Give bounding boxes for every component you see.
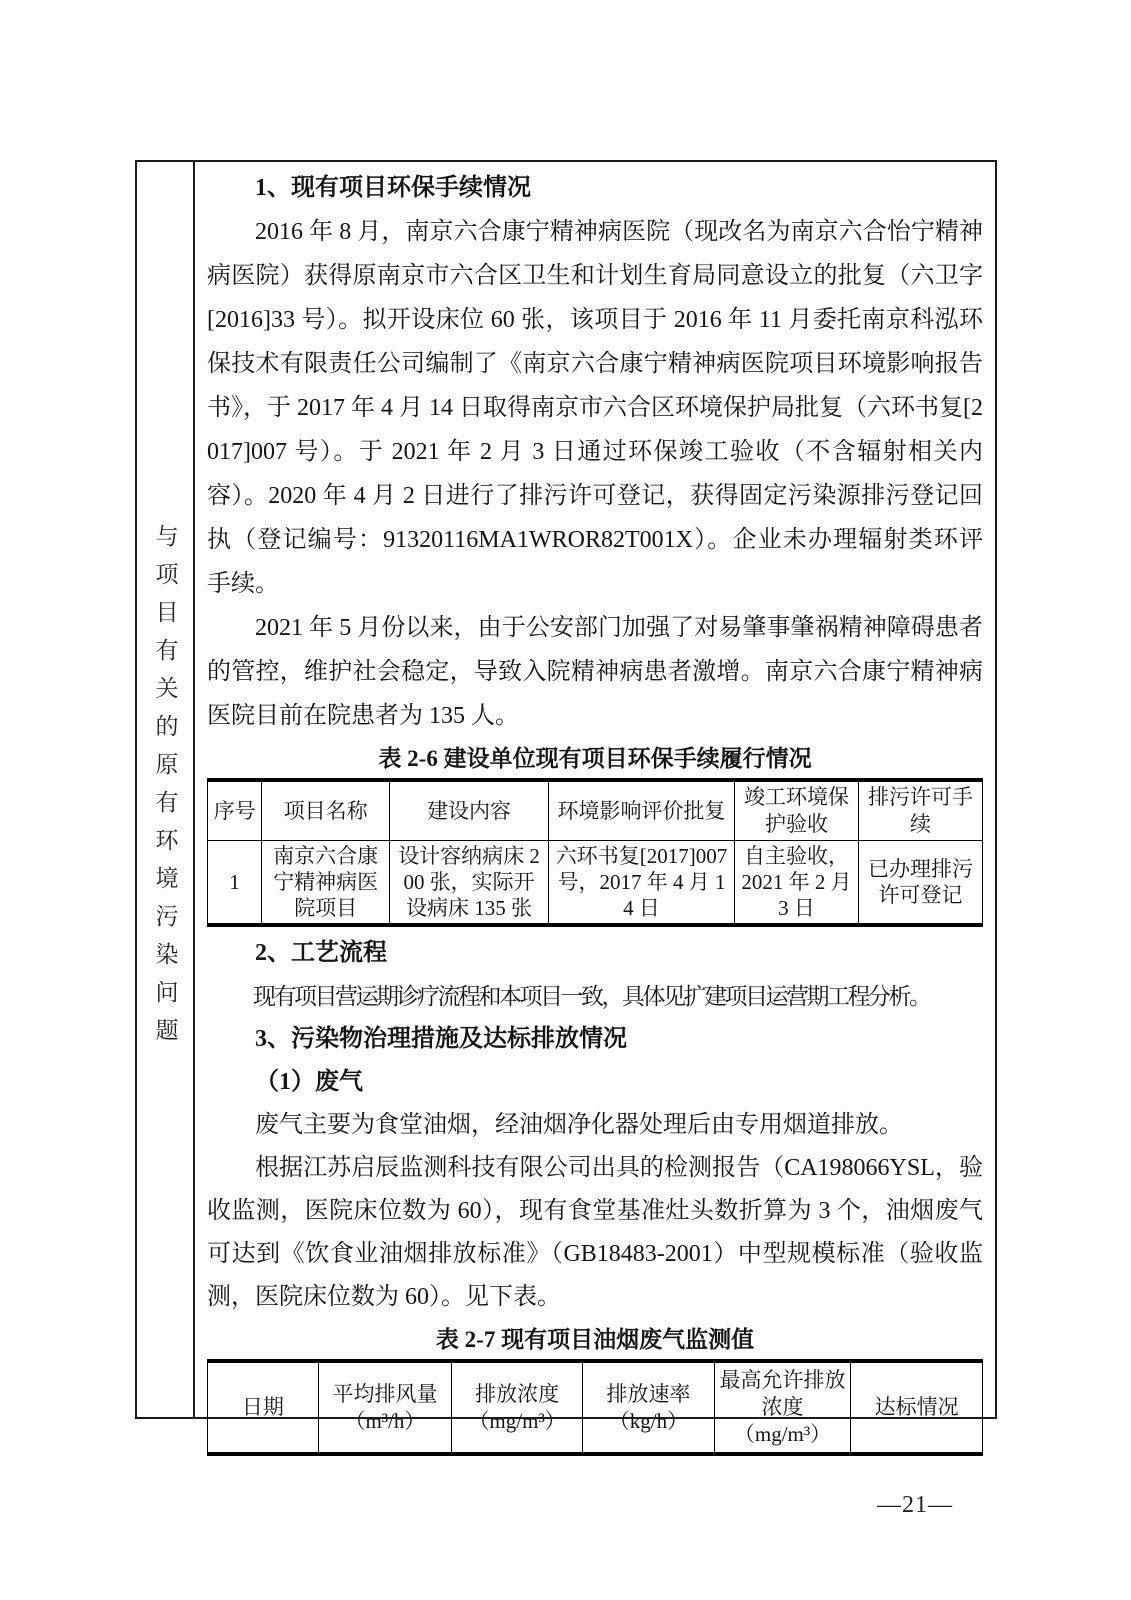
table-2-6-header-index: 序号 (208, 780, 262, 841)
table-2-6-cell-completion-acceptance: 自主验收，2021 年 2 月 3 日 (735, 841, 859, 926)
section-3-paragraph-2: 根据江苏启辰监测科技有限公司出具的检测报告（CA198066YSL，验收监测，医院床位数为 60），现有食堂基准灶头数折算为 3 个，油烟废气可达到《饮食业油烟排放标准》（GB18483-2001）中型规模标准（验收监测，医院床位数为 60）。见下表。 (207, 1155, 983, 1310)
section-1-heading: 1、现有项目环保手续情况 (255, 175, 531, 201)
table-row (208, 841, 983, 926)
row-header-cell (137, 162, 195, 1417)
table-2-7-header-avg-airflow (318, 1361, 451, 1454)
table-2-6-header-discharge-permit: 排污许可手续 (859, 780, 983, 841)
column-label: 日期 (241, 1395, 284, 1419)
table-2-6-header-completion-acceptance: 竣工环境保护验收 (735, 780, 859, 841)
table-2-7-header-emission-concentration (452, 1361, 583, 1454)
table-2-6-cell-index: 1 (208, 841, 262, 926)
main-content (195, 162, 995, 1446)
column-label: 排放速率 (606, 1381, 691, 1406)
table-2-6-cell-construction-content: 设计容纳病床 200 张，实际开设病床 135 张 (390, 841, 549, 926)
section-2-paragraph-1: 现有项目营运期诊疗流程和本项目一致，具体见扩建项目运营期工程分析。 (253, 984, 930, 1009)
table-2-7-header-date (208, 1361, 319, 1454)
section-2-heading: 2、工艺流程 (255, 940, 387, 966)
column-label: 排放浓度 (475, 1381, 560, 1406)
column-unit: （m³/h） (344, 1408, 426, 1433)
section-3-sub-1-heading: （1）废气 (255, 1069, 363, 1095)
column-label: 达标情况 (874, 1395, 959, 1419)
column-label: 平均排风量 (332, 1381, 438, 1406)
column-unit: （kg/h） (608, 1408, 689, 1433)
section-1-paragraph-2: 2021 年 5 月份以来，由于公安部门加强了对易肇事肇祸精神障碍患者的管控，维护社会稳定，导致入院精神病患者激增。南京六合康宁精神病医院目前在院患者为 135 人。 (207, 615, 983, 729)
table-2-6-header-row (208, 780, 983, 841)
section-3-heading: 3、污染物治理措施及达标排放情况 (255, 1026, 627, 1052)
column-unit: （mg/m³） (468, 1408, 566, 1433)
table-2-7-header-emission-rate (583, 1361, 715, 1454)
table-2-6-caption: 表 2-6 建设单位现有项目环保手续履行情况 (378, 746, 812, 771)
table-2-7-header-max-allowed-concentration (714, 1361, 850, 1454)
column-label: 最高允许排放浓度 (719, 1368, 846, 1419)
table-2-7-header-compliance-status (851, 1361, 983, 1454)
table-2-6-cell-eia-approval: 六环书复[2017]007 号，2017 年 4 月 14 日 (549, 841, 735, 926)
table-2-6-header-project-name: 项目名称 (262, 780, 390, 841)
row-header-vertical-label: 与项目有关的原有环境污染问题 (152, 523, 178, 1056)
table-2-6 (207, 778, 983, 927)
table-2-6-header-eia-approval: 环境影响评价批复 (549, 780, 735, 841)
table-2-7-header-row (208, 1361, 983, 1454)
table-2-6-cell-project-name: 南京六合康宁精神病医院项目 (262, 841, 390, 926)
table-2-6-header-construction-content: 建设内容 (390, 780, 549, 841)
table-2-6-cell-discharge-permit: 已办理排污许可登记 (859, 841, 983, 926)
column-unit: （mg/m³） (733, 1422, 832, 1446)
page-number: —21— (877, 1492, 953, 1518)
content-frame (135, 160, 997, 1446)
table-2-7-caption: 表 2-7 现有项目油烟废气监测值 (435, 1327, 755, 1352)
table-2-7 (207, 1359, 983, 1456)
section-3-paragraph-1: 废气主要为食堂油烟，经油烟净化器处理后由专用烟道排放。 (255, 1112, 903, 1138)
section-1-paragraph-1: 2016 年 8 月，南京六合康宁精神病医院（现改名为南京六合怡宁精神病医院）获得原南京市六合区卫生和计划生育局同意设立的批复（六卫字[2016]33 号）。拟开设床位 60 张，该项目于 2016 年 11 月委托南京科泓环保技术有限责任公司编制了《南京六合康宁精神病医院项目环境影响报告书》，于 2017 年 4 月 14 日取得南京市六合区环境保护局批复（六环书复[2017]007 号）。于 2021 年 2 月 3 日通过环保竣工验收（不含辐射相关内容）。2020 年 4 月 2 日进行了排污许可登记，获得固定污染源排污登记回执（登记编号：91320116MA1WROR82T001X）。企业未办理辐射类环评手续。 (207, 219, 983, 597)
